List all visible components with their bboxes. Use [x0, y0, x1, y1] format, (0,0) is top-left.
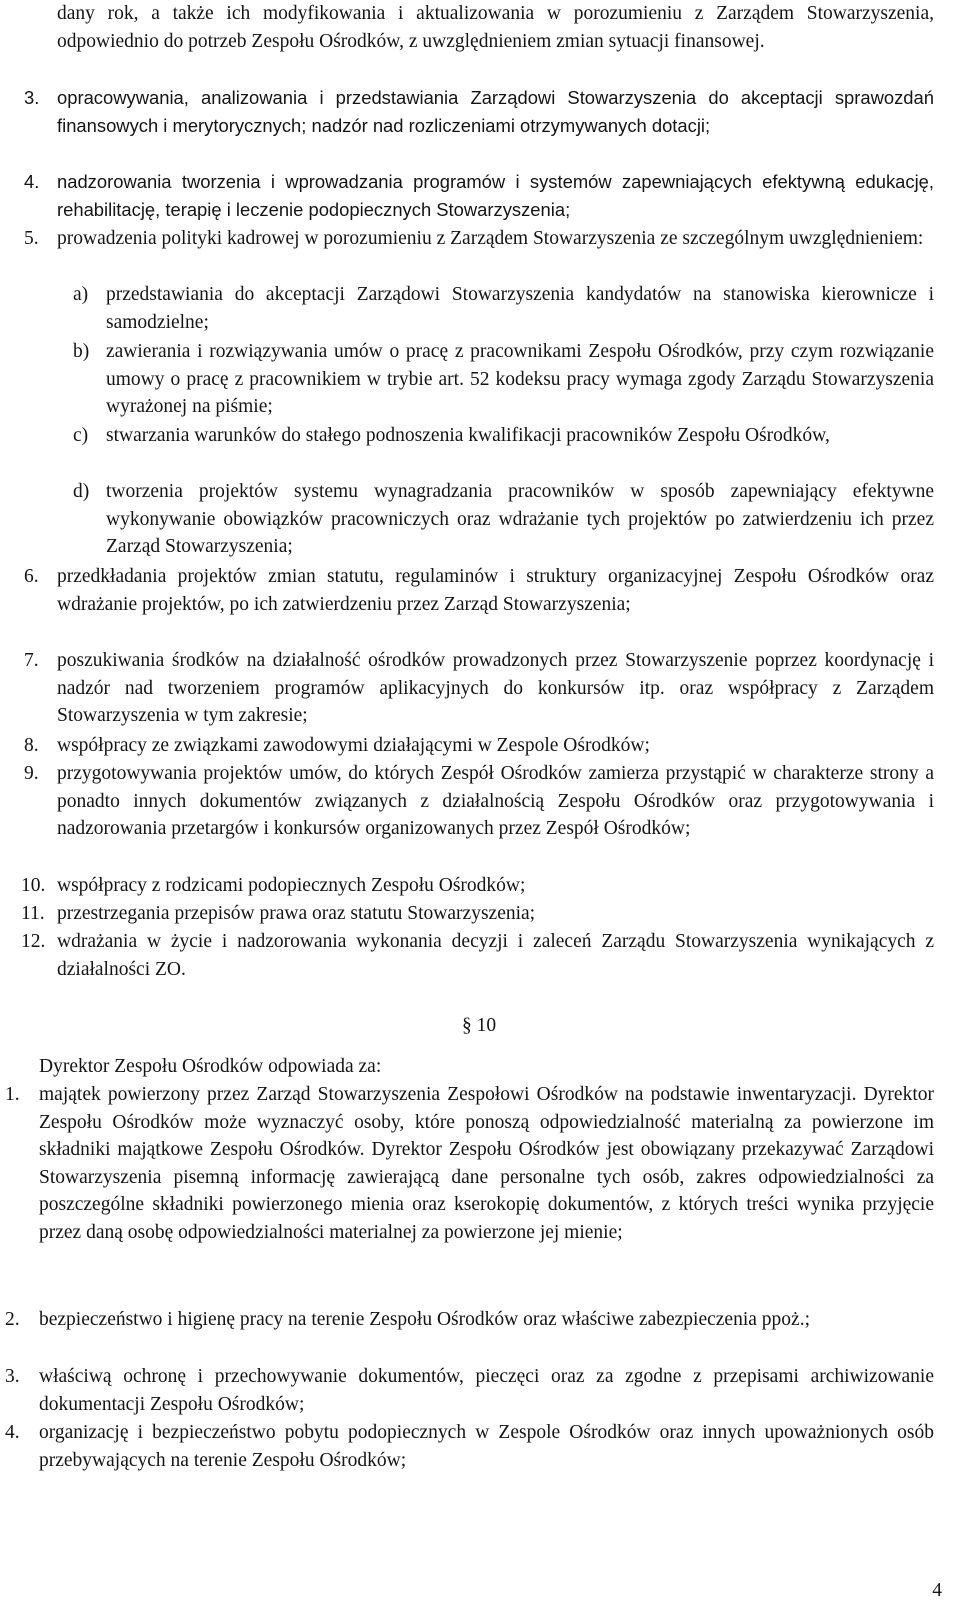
sub-item-c — [73, 422, 934, 450]
continuation-paragraph — [57, 0, 934, 55]
section-intro-text: Dyrektor Zespołu Ośrodków odpowiada za: — [39, 1056, 382, 1077]
list-item-text: nadzorowania tworzenia i wprowadzania programów i systemów zapewniających efektywną edukację, rehabilitację, terapię i leczenie podopiecznych Stowarzyszenia; — [57, 171, 934, 220]
section-intro — [39, 1053, 934, 1081]
sub-item-letter: d) — [73, 481, 90, 502]
list-item-number: 6. — [24, 566, 39, 587]
list-item-11 — [21, 900, 934, 928]
section-item-1 — [5, 1081, 934, 1247]
continuation-text: dany rok, a także ich modyfikowania i aktualizowania w porozumieniu z Zarządem Stowarzyszenia, odpowiednio do potrzeb Zespołu Ośrodków, z uwzględnieniem zmian sytuacji finansowej. — [57, 3, 934, 52]
list-item-text: przestrzegania przepisów prawa oraz statutu Stowarzyszenia; — [57, 903, 536, 924]
sub-item-letter: b) — [73, 341, 90, 362]
sub-item-a — [73, 281, 934, 336]
sub-item-text: stwarzania warunków do stałego podnoszenia kwalifikacji pracowników Zespołu Ośrodków, — [106, 425, 830, 446]
list-item-number: 4. — [24, 171, 40, 192]
list-item-text: przygotowywania projektów umów, do których Zespół Ośrodków zamierza przystąpić w charakterze strony a ponadto innych dokumentów związanych z działalnością Zespołu Ośrodków oraz przygotowywania i nadzorowania przetargów i konkursów organizowanych przez Zespół Ośrodków; — [57, 763, 934, 840]
section-item-2 — [5, 1306, 934, 1334]
list-item-number: 8. — [24, 735, 39, 756]
list-item-12 — [21, 928, 934, 983]
list-item-number: 5. — [24, 228, 39, 249]
list-item-text: właściwą ochronę i przechowywanie dokumentów, pieczęci oraz za zgodne z przepisami archiwizowanie dokumentacji Zespołu Ośrodków; — [39, 1366, 934, 1415]
list-item-text: poszukiwania środków na działalność ośrodków prowadzonych przez Stowarzyszenie poprzez koordynację i nadzór nad tworzeniem programów aplikacyjnych do konkursów itp. oraz współpracy z Zarządem Stowarzyszenia w tym zakresie; — [57, 650, 934, 727]
list-item-number: 11. — [21, 903, 45, 924]
list-item-text: opracowywania, analizowania i przedstawiania Zarządowi Stowarzyszenia do akceptacji sprawozdań finansowych i merytorycznych; nadzór nad rozliczeniami otrzymywanych dotacji; — [57, 87, 934, 136]
list-item-number: 2. — [5, 1309, 20, 1330]
list-item-number: 4. — [5, 1422, 20, 1443]
list-item-number: 10. — [21, 875, 46, 896]
page-number: 4 — [932, 1580, 942, 1601]
list-item-number: 3. — [5, 1366, 20, 1387]
list-item-10 — [21, 872, 934, 900]
list-item-6 — [24, 563, 934, 618]
list-item-number: 9. — [24, 763, 39, 784]
list-item-text: wdrażania w życie i nadzorowania wykonania decyzji i zaleceń Zarządu Stowarzyszenia wynikających z działalności ZO. — [57, 931, 934, 980]
list-item-number: 12. — [21, 931, 46, 952]
sub-item-d — [73, 478, 934, 561]
sub-item-b — [73, 338, 934, 421]
sub-item-letter: c) — [73, 425, 89, 446]
list-item-number: 3. — [24, 87, 40, 108]
list-item-4 — [24, 168, 934, 223]
list-item-text: prowadzenia polityki kadrowej w porozumieniu z Zarządem Stowarzyszenia ze szczególnym uwzględnieniem: — [57, 228, 924, 249]
section-heading: § 10 — [462, 1015, 497, 1036]
list-item-text: współpracy ze związkami zawodowymi działającymi w Zespole Ośrodków; — [57, 735, 650, 756]
sub-item-text: zawierania i rozwiązywania umów o pracę z pracownikami Zespołu Ośrodków, przy czym rozwiązanie umowy o pracę z pracownikiem w trybie art. 52 kodeksu pracy wymaga zgody Zarządu Stowarzyszenia wyrażonej na piśmie; — [106, 341, 934, 418]
list-item-8 — [24, 732, 934, 760]
list-item-text: organizację i bezpieczeństwo pobytu podopiecznych w Zespole Ośrodków oraz innych upoważnionych osób przebywających na terenie Zespołu Ośrodków; — [39, 1422, 934, 1471]
sub-item-text: przedstawiania do akceptacji Zarządowi Stowarzyszenia kandydatów na stanowiska kierownicze i samodzielne; — [106, 284, 934, 333]
list-item-9 — [24, 760, 934, 843]
list-item-text: majątek powierzony przez Zarząd Stowarzyszenia Zespołowi Ośrodków na podstawie inwentaryzacji. Dyrektor Zespołu Ośrodków może wyznaczyć osoby, które ponoszą odpowiedzialność materialną za powierzone im składniki majątkowe Zespołu Ośrodków. Dyrektor Zespołu Ośrodków jest obowiązany przekazywać Zarządowi Stowarzyszenia pisemną informację zawierającą dane personalne tych osób, zakres odpowiedzialności za poszczególne składniki powierzonego mienia oraz kserokopię dokumentów, z których treści wynika przyjęcie przez daną osobę odpowiedzialności materialnej za powierzone jej mienie; — [39, 1084, 934, 1243]
list-item-7 — [24, 647, 934, 730]
list-item-text: przedkładania projektów zmian statutu, regulaminów i struktury organizacyjnej Zespołu Ośrodków oraz wdrażanie projektów, po ich zatwierdzeniu przez Zarząd Stowarzyszenia; — [57, 566, 934, 615]
section-item-3 — [5, 1363, 934, 1418]
list-item-text: współpracy z rodzicami podopiecznych Zespołu Ośrodków; — [57, 875, 526, 896]
list-item-3 — [24, 84, 934, 139]
list-item-5 — [24, 225, 934, 253]
list-item-number: 7. — [24, 650, 39, 671]
section-item-4 — [5, 1419, 934, 1474]
list-item-number: 1. — [5, 1084, 20, 1105]
sub-item-text: tworzenia projektów systemu wynagradzania pracowników w sposób zapewniający efektywne wykonywanie obowiązków pracowniczych oraz wdrażanie tych projektów po zatwierdzeniu ich przez Zarząd Stowarzyszenia; — [106, 481, 934, 558]
list-item-text: bezpieczeństwo i higienę pracy na terenie Zespołu Ośrodków oraz właściwe zabezpieczenia ppoż.; — [39, 1309, 810, 1330]
sub-item-letter: a) — [73, 284, 89, 305]
